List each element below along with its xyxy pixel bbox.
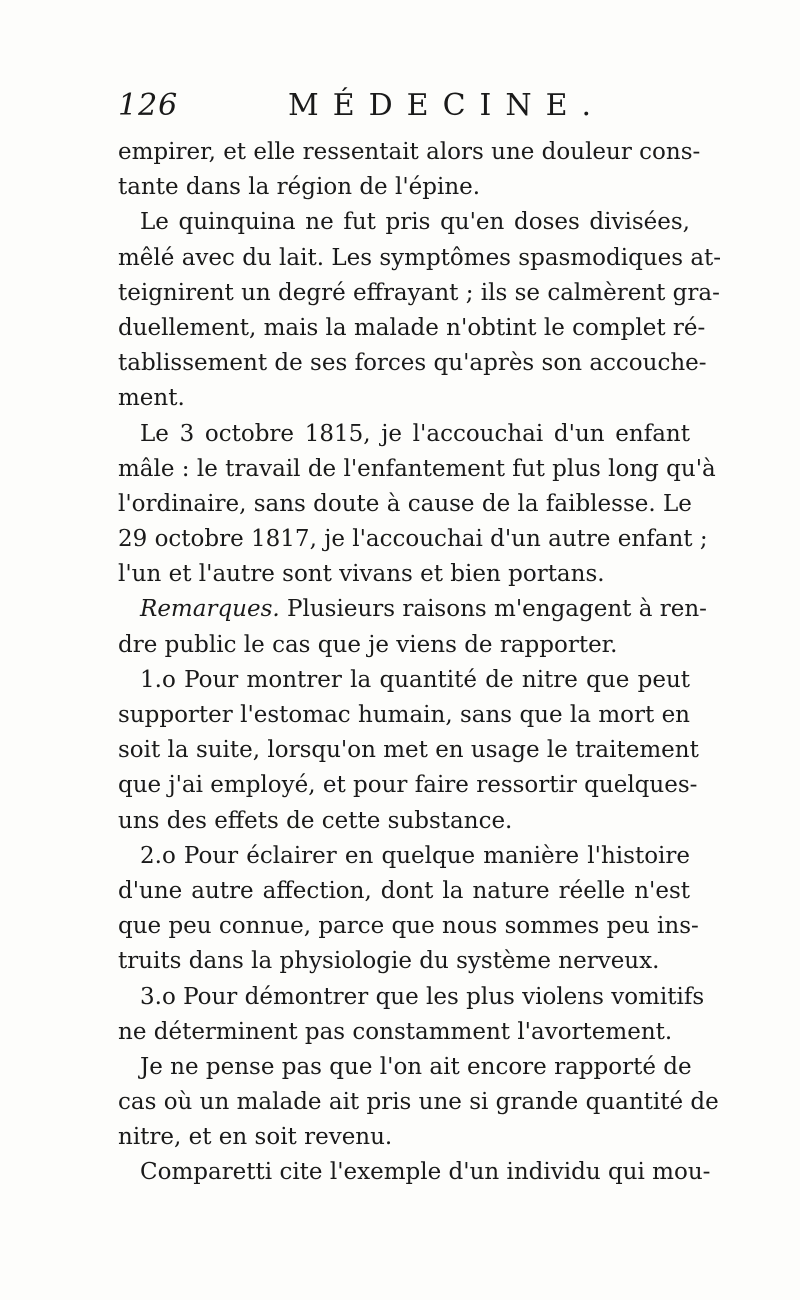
text-line: 2.o Pour éclairer en quelque manière l'histoire	[140, 842, 690, 869]
text-line: 3.o Pour démontrer que les plus violens vomitifs	[140, 983, 705, 1010]
text-line: mâle : le travail de l'enfantement fut plus long qu'à	[118, 455, 716, 482]
text-line: d'une autre affection, dont la nature réelle n'est	[118, 877, 690, 904]
body-text	[118, 135, 722, 1191]
page-number: 126	[118, 88, 179, 123]
text-line: Le 3 octobre 1815, je l'accouchai d'un enfant	[140, 420, 690, 447]
text-line: l'un et l'autre sont vivans et bien portans.	[118, 561, 605, 588]
text-line: Comparetti cite l'exemple d'un individu qui mou-	[140, 1159, 711, 1186]
text-line: 1.o Pour montrer la quantité de nitre que peut	[140, 666, 690, 693]
remarques-rest: Plusieurs raisons m'engagent à ren-	[279, 596, 707, 623]
text-line: dre public le cas que je viens de rapporter.	[118, 631, 618, 658]
text-line: ment.	[118, 385, 185, 412]
text-line: uns des effets de cette substance.	[118, 807, 513, 834]
text-line-remarques	[118, 592, 707, 627]
text-line: empirer, et elle ressentait alors une douleur cons-	[118, 139, 701, 165]
page-header	[118, 88, 698, 132]
text-line: mêlé avec du lait. Les symptômes spasmodiques at-	[118, 244, 722, 271]
text-line: que j'ai employé, et pour faire ressortir quelques-	[118, 772, 698, 799]
text-line: nitre, et en soit revenu.	[118, 1124, 393, 1151]
text-line: tablissement de ses forces qu'après son accouche-	[118, 350, 707, 377]
text-line: truits dans la physiologie du système nerveux.	[118, 948, 660, 975]
text-line: que peu connue, parce que nous sommes peu ins-	[118, 913, 699, 940]
text-line: cas où un malade ait pris une si grande quantité de	[118, 1089, 719, 1116]
text-line: soit la suite, lorsqu'on met en usage le traitement	[118, 737, 699, 764]
text-line: teignirent un degré effrayant ; ils se calmèrent gra-	[118, 279, 720, 306]
remarques-heading: Remarques.	[140, 596, 280, 623]
text-line: Je ne pense pas que l'on ait encore rapporté de	[140, 1053, 692, 1080]
text-line: l'ordinaire, sans doute à cause de la faiblesse. Le	[118, 490, 692, 517]
text-line: duellement, mais la malade n'obtint le complet ré-	[118, 314, 706, 341]
text-line: 29 octobre 1817, je l'accouchai d'un autre enfant ;	[118, 526, 708, 553]
running-head: MÉDECINE.	[288, 88, 606, 123]
text-line: ne déterminent pas constamment l'avortement.	[118, 1018, 673, 1045]
text-line: supporter l'estomac humain, sans que la mort en	[118, 702, 690, 728]
text-line: Le quinquina ne fut pris qu'en doses divisées,	[140, 209, 690, 236]
text-line: tante dans la région de l'épine.	[118, 174, 481, 201]
